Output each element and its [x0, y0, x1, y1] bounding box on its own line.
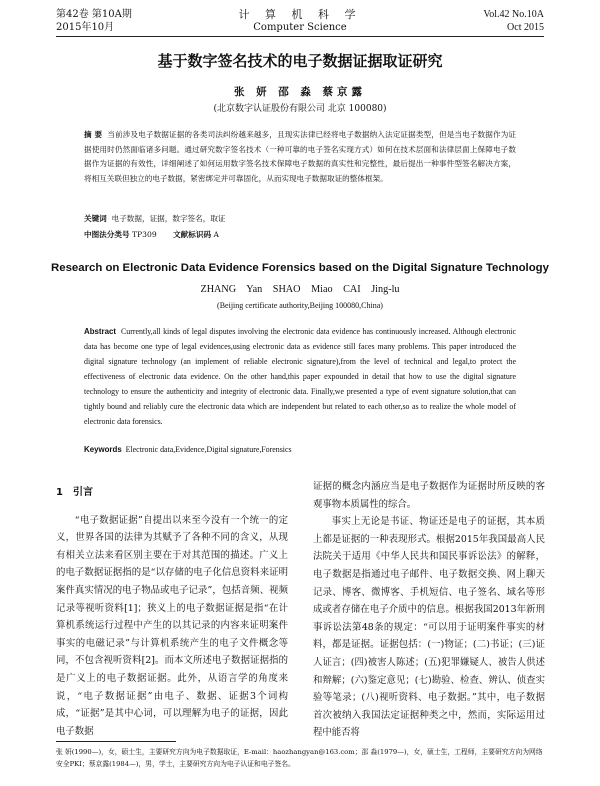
affiliation-cn: (北京数字认证股份有限公司 北京 100080): [213, 104, 387, 114]
doc-code-value: A: [213, 230, 219, 239]
volume-cn: 第42卷 第10A期: [56, 9, 132, 20]
keywords-cn: [84, 213, 516, 224]
keywords-cn-label: 关键词: [84, 214, 107, 223]
keywords-en-text: Electronic data,Evidence,Digital signature,Forensics: [125, 445, 292, 454]
section-heading: [56, 484, 288, 502]
body-column-left: [56, 478, 288, 740]
header-rule: [56, 36, 544, 37]
date-en: Oct 2015: [507, 22, 544, 33]
paper-title-en: Research on Electronic Data Evidence Forensics based on the Digital Signature Technology: [51, 262, 549, 274]
abstract-cn: [84, 128, 516, 186]
paragraph: 证据的概念内涵应当是电子数据作为证据时所反映的客观事物本质属性的综合。: [313, 481, 545, 510]
keywords-cn-text: 电子数据，证据，数字签名，取证: [111, 214, 226, 223]
abstract-cn-label: 摘 要: [84, 130, 103, 139]
section-number: 1: [56, 487, 63, 498]
affiliation-en: (Beijing certificate authority,Beijing 100080,China): [217, 301, 383, 310]
authors-cn: 张 妍 邵 淼 蔡京露: [233, 86, 367, 98]
author-footnote: 张 妍(1990—)，女，硕士生，主要研究方向为电子数据取证，E-mail：haozhangyan@163.com；邵 淼(1979—)，女，硕士生，工程师，主要研究方向为网络安全PKI；蔡京露(1984—)，男，学士，主要研究方向为电子认证和电子签名。: [56, 748, 543, 768]
abstract-en-label: Abstract: [84, 327, 117, 336]
running-header: [56, 8, 544, 36]
section-title: 引言: [72, 487, 93, 498]
paragraph: 事实上无论是书证、物证还是电子的证据，其本质上都是证据的一种表现形式。根据2015年我国最高人民法院关于适用《中华人民共和国民事诉讼法》的解释，电子数据是指通过电子邮件、电子数据交换、网上聊天记录、博客、微博客、手机短信、电子签名、域名等形成或者存储在电子介质中的信息。根据我国2013年新刑事诉讼法第48条的规定：“可以用于证明案件事实的材料，都是证据。证据包括：(一)物证；(二)书证；(三)证人证言；(四)被害人陈述；(五)犯罪嫌疑人、被告人供述和辩解；(六)鉴定意见；(七)勘验、检查、辨认、侦查实验等笔录；(八)视听资料、电子数据。”其中，电子数据首次被纳入我国法定证据种类之中，然而，实际运用过程中能否将: [313, 516, 545, 739]
abstract-en: [84, 324, 516, 429]
authors-en: ZHANG Yan SHAO Miao CAI Jing-lu: [200, 284, 400, 295]
abstract-en-text: Currently,all kinds of legal disputes involving the electronic data evidence has continuously increased. Although electronic data has become one type of legal evidences,using electronic data as evidence still faces many problems. This paper introduced the digital signature technology (an implement of reliable electronic signature),from the level of technical and legal,to protect the effectiveness of electronic data evidence. On the other hand,this paper expounded in detail that how to use the digital signature technology to ensure the authenticity and integrity of electronic data. Finally,we presented a type of event signature solution,that can tightly bound and reliably cure the electronic data which are independent but related to each other,so as to realize the whole model of electronic data forensics.: [84, 327, 516, 426]
clc-value: TP309: [131, 230, 157, 239]
paper-title-cn: 基于数字签名技术的电子数据证据取证研究: [157, 52, 443, 70]
classification-line: [84, 229, 233, 240]
date-cn: 2015年10月: [56, 22, 115, 33]
footnote-rule: [56, 741, 176, 742]
clc-label: 中图法分类号: [84, 230, 130, 239]
journal-name-en: Computer Science: [253, 22, 347, 33]
keywords-en-label: Keywords: [84, 445, 122, 454]
paragraph: “电子数据证据”自提出以来至今没有一个统一的定义，世界各国的法律为其赋予了各种不同的含义，从现有相关立法来看区别主要在于对其范围的描述。广义上的电子数据证据指的是“以存储的电子化信息资料来证明案件真实情况的电子物品或电子记录”，包括音频、视频记录等视听资料[1]；狭义上的电子数据证据是指“在计算机系统运行过程中产生的以其记录的内容来证明案件事实的电磁记录”与计算机系统产生的电子文件概念等同，不包含视听资料[2]。而本文所述电子数据证据指的是广义上的电子数据证据。此外，从语言学的角度来说，“电子数据证据”由电子、数据、证据3个词构成，“证据”是其中心词，可以理解为电子的证据，因此电子数据: [56, 514, 288, 737]
body-column-right: [313, 478, 545, 742]
keywords-en: [84, 445, 516, 454]
journal-name-cn: 计 算 机 科 学: [238, 8, 362, 21]
header-right: [483, 8, 544, 34]
doc-code-label: 文献标识码: [173, 230, 212, 239]
volume-en: Vol.42 No.10A: [483, 9, 544, 20]
header-center: [56, 8, 544, 34]
abstract-cn-text: 当前涉及电子数据证据的各类司法纠纷越来越多，且现实法律已经将电子数据纳入法定证据类型，但是当电子数据作为证据使用时仍然面临诸多问题。通过研究数字签名技术（一种可靠的电子签名实现方式）如何在技术层面和法律层面上保障电子数据作为证据的有效性，详细阐述了如何运用数字签名技术保障电子数据的真实性和完整性，最后提出一种事件型签名解决方案，将相互关联但独立的电子数据，紧密绑定并可靠固化，从而实现电子数据取证的整体框架。: [84, 130, 517, 183]
